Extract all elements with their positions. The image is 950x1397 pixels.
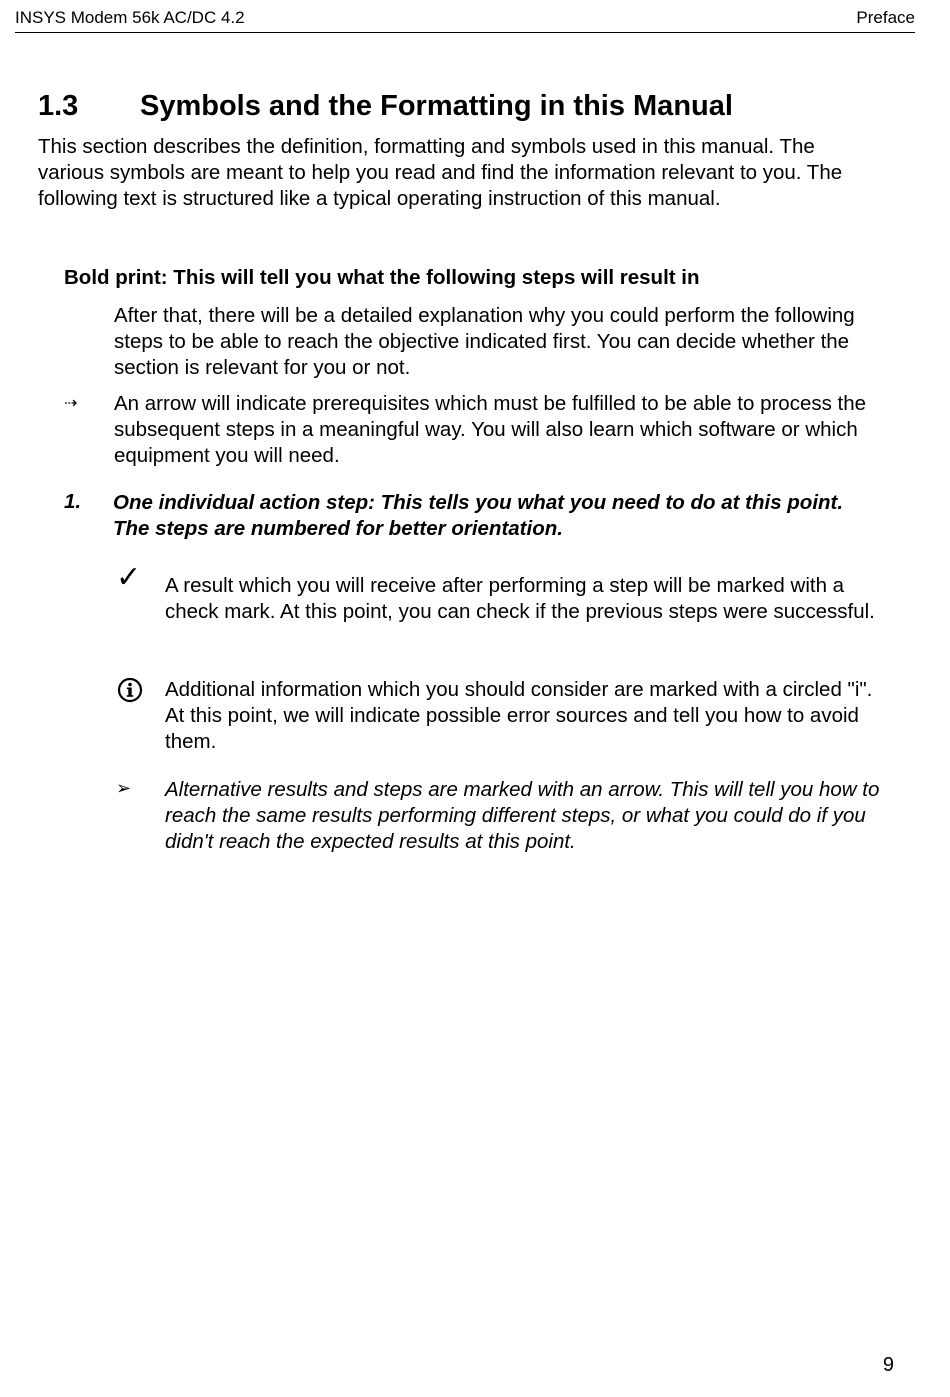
header-document-title: INSYS Modem 56k AC/DC 4.2 [15,8,245,27]
result-paragraph: A result which you will receive after performing a step will be marked with a check mark. At this point, you can check if the previous steps were successful. [165,574,875,623]
check-mark-icon: ✓ [116,560,142,595]
arrowhead-bullet-icon: ➢ [116,778,132,799]
section-number: 1.3 [38,90,79,122]
explanation-paragraph: After that, there will be a detailed explanation why you could perform the following steps to be able to reach the objective indicated first. You can decide whether the section is relevant for you or not. [114,304,855,379]
prerequisite-paragraph: An arrow will indicate prerequisites which must be fulfilled to be able to process the subsequent steps in a meaningful way. You will also learn which software or which equipment you will need. [114,392,867,467]
intro-paragraph: This section describes the definition, formatting and symbols used in this manual. The various symbols are meant to help you read and find the information relevant to you. The following text is structured like a typical operating instruction of this manual. [38,135,843,210]
alternative-paragraph: Alternative results and steps are marked with an arrow. This will tell you how to reach the same results performing different steps, or what you could do if you didn't reach the expected results at this point. [165,778,880,853]
dotted-arrow-icon: ⇢ [64,395,78,412]
page-header [15,6,915,33]
info-circle-icon [117,677,143,703]
info-paragraph: Additional information which you should consider are marked with a circled "i". At this point, we will indicate possible error sources and tell you how to avoid them. [165,678,873,753]
section-heading [38,90,733,123]
header-chapter-name: Preface [856,8,915,27]
section-title: Symbols and the Formatting in this Manual [140,90,733,122]
bold-result-line: Bold print: This will tell you what the following steps will result in [64,266,700,289]
page-number: 9 [882,1354,894,1376]
step-number: 1. [64,490,82,513]
step-text: One individual action step: This tells you what you need to do at this point. The steps are numbered for better orientation. [113,491,844,540]
